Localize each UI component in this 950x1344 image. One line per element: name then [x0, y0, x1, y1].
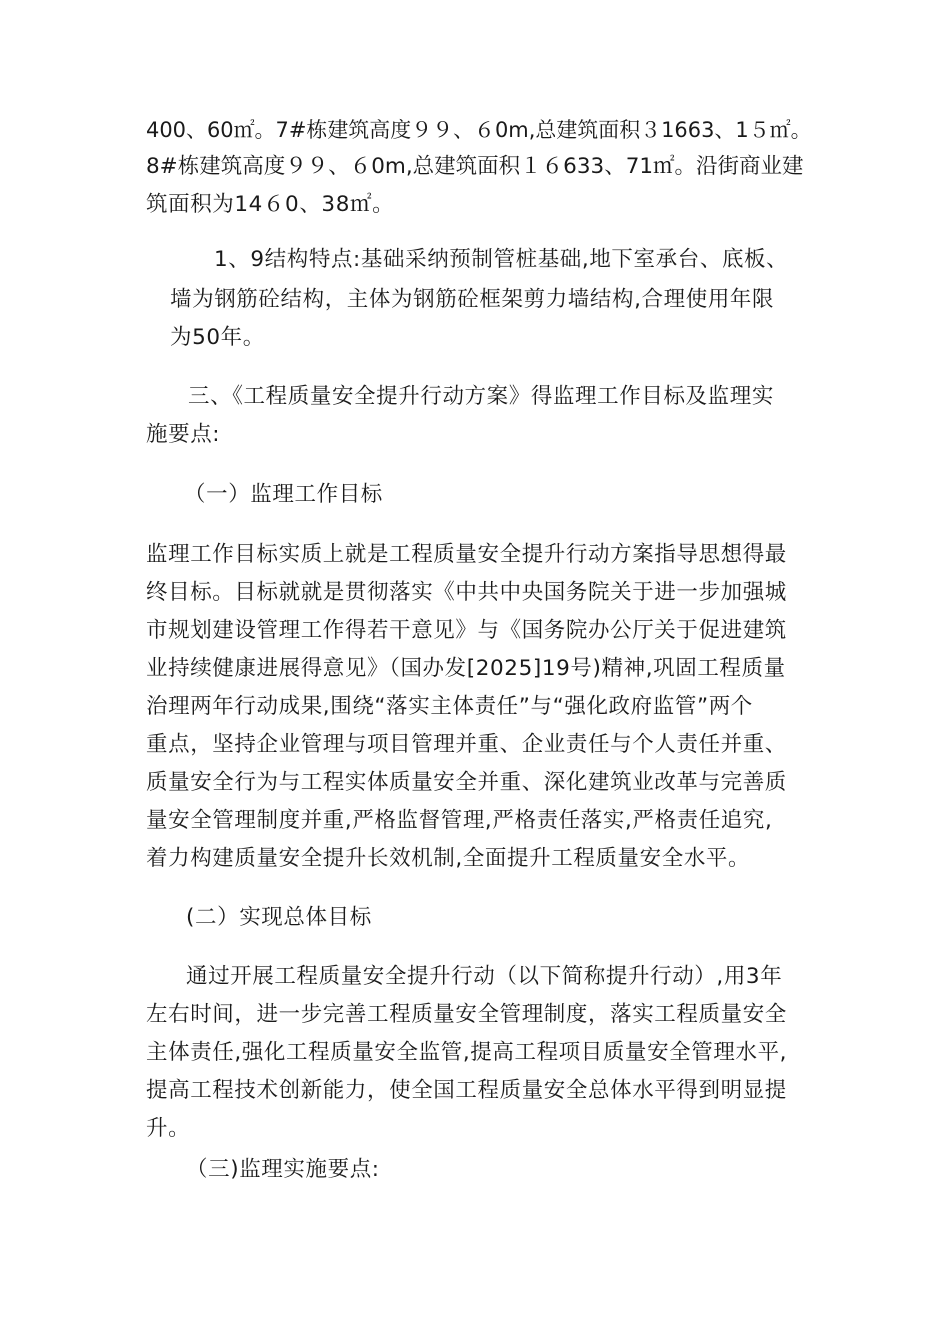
- text-line: 为50年。: [170, 325, 265, 350]
- text-line: 通过开展工程质量安全提升行动（以下简称提升行动）,用3年: [186, 964, 783, 989]
- text-line: 主体责任,强化工程质量安全监管,提高工程项目质量安全管理水平,: [146, 1040, 788, 1065]
- text-line: 着力构建质量安全提升长效机制,全面提升工程质量安全水平。: [146, 846, 751, 871]
- text-line: 量安全管理制度并重,严格监督管理,严格责任落实,严格责任追究,: [146, 808, 773, 833]
- text-line: 市规划建设管理工作得若干意见》与《国务院办公厅关于促进建筑: [146, 618, 787, 643]
- text-line: 墙为钢筋砼结构，主体为钢筋砼框架剪力墙结构,合理使用年限: [170, 287, 775, 312]
- subsection-heading: （三)监理实施要点:: [186, 1157, 380, 1182]
- text-line: 筑面积为14６0、38㎡。: [146, 192, 395, 217]
- text-line: 提高工程技术创新能力，使全国工程质量安全总体水平得到明显提: [146, 1078, 787, 1103]
- text-line: 左右时间，进一步完善工程质量安全管理制度，落实工程质量安全: [146, 1002, 787, 1027]
- text-line: 监理工作目标实质上就是工程质量安全提升行动方案指导思想得最: [146, 542, 787, 567]
- text-line: 1、9结构特点:基础采纳预制管桩基础,地下室承台、底板、: [214, 247, 789, 272]
- text-line: 业持续健康进展得意见》（国办发[2025]19号)精神,巩固工程质量: [146, 656, 786, 681]
- subsection-heading: （一）监理工作目标: [184, 482, 383, 507]
- text-line: 终目标。目标就就是贯彻落实《中共中央国务院关于进一步加强城: [146, 580, 787, 605]
- subsection-heading: (二）实现总体目标: [186, 905, 372, 930]
- text-line: 重点，坚持企业管理与项目管理并重、企业责任与个人责任并重、: [146, 732, 787, 757]
- section-heading: 三、《工程质量安全提升行动方案》得监理工作目标及监理实: [188, 384, 774, 409]
- text-line: 升。: [146, 1116, 191, 1141]
- text-line: 质量安全行为与工程实体质量安全并重、深化建筑业改革与完善质: [146, 770, 787, 795]
- text-line: 400、60㎡。7#栋建筑高度９９、６0m,总建筑面积３1663、1５㎡。: [146, 118, 812, 142]
- text-line: 8#栋建筑高度９９、６0m,总建筑面积１６633、71㎡。沿街商业建: [146, 154, 804, 179]
- section-heading: 施要点:: [146, 422, 221, 447]
- text-line: 治理两年行动成果,围绕“落实主体责任”与“强化政府监管”两个: [146, 694, 753, 719]
